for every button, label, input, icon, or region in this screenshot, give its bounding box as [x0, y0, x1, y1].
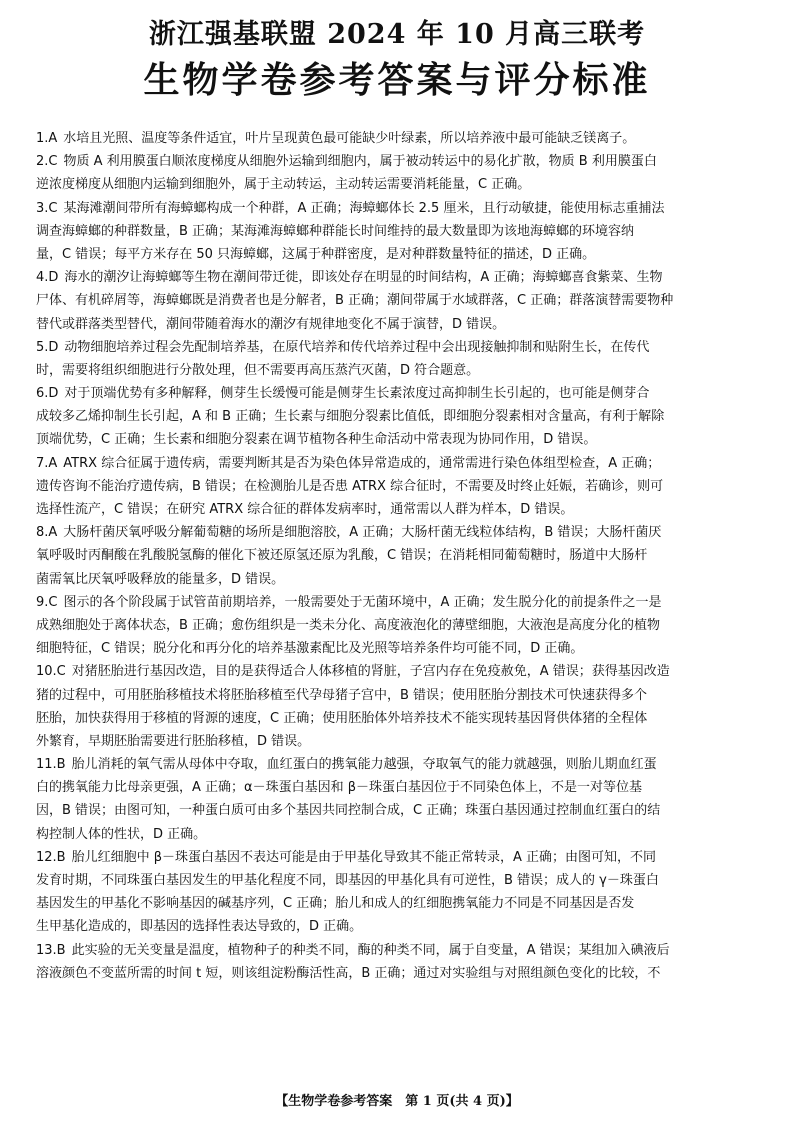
answer-line: 成较多乙烯抑制生长引起，A 和 B 正确；生长素与细胞分裂素比值低，即细胞分裂素相对含量高，有利于解除 [36, 409, 665, 425]
answer-number: 1.A [36, 131, 58, 146]
answer-line: 构控制人体的性状，D 正确。 [36, 826, 207, 842]
answer-line: 菌需氧比厌氧呼吸释放的能量多，D 错误。 [36, 571, 285, 587]
answer-item [36, 127, 758, 150]
answer-first-line [36, 266, 758, 289]
answer-line: 因，B 错误；由图可知，一种蛋白质可由多个基因共同控制合成，C 正确；珠蛋白基因通过控制血红蛋白的结 [36, 803, 661, 819]
answer-text: 海水的潮汐让海蟑螂等生物在潮间带迁徙，即该处存在明显的时间结构，A 正确；海蟑螂喜食紫菜、生物 [64, 270, 663, 286]
answer-text: 水培且光照、温度等条件适宜，叶片呈现黄色最可能缺少叶绿素，所以培养液中最可能缺乏镁离子。 [63, 131, 636, 146]
answer-first-line [36, 939, 758, 962]
answer-text: 对于顶端优势有多种解释，侧芽生长缓慢可能是侧芽生长素浓度过高抑制生长引起的，也可能是侧芽合 [64, 386, 650, 402]
answer-line: 基因发生的甲基化不影响基因的碱基序列，C 正确；胎儿和成人的红细胞携氧能力不同是不同基因是否发 [36, 896, 635, 912]
answer-item [36, 150, 758, 196]
answer-first-line [36, 336, 758, 359]
answer-line: 发育时期，不同珠蛋白基因发生的甲基化程度不同，即基因的甲基化具有可逆性，B 错误；成人的 γ－珠蛋白 [36, 873, 659, 888]
answer-number: 13.B [36, 942, 66, 958]
answer-item [36, 753, 758, 846]
answer-number: 8.A [36, 525, 58, 541]
answer-number: 2.C [36, 154, 58, 170]
answer-item [36, 382, 758, 452]
answer-text: 胎儿消耗的氧气需从母体中夺取，血红蛋白的携氧能力越强，夺取氧气的能力就越强，则胎儿期血红蛋 [71, 757, 657, 773]
answer-line: 尸体、有机碎屑等，海蟑螂既是消费者也是分解者，B 正确；潮间带属于水域群落，C 正确；群落演替需要物种 [36, 293, 674, 309]
answer-line: 细胞特征，C 错误；脱分化和再分化的培养基激素配比及光照等培养条件均可能不同，D 正确。 [36, 641, 584, 657]
answer-item [36, 452, 758, 522]
answer-first-line [36, 150, 758, 173]
answer-number: 3.C [36, 200, 58, 216]
answer-text: 图示的各个阶段属于试管苗前期培养，一般需要处于无菌环境中，A 正确；发生脱分化的前提条件之一是 [63, 594, 662, 610]
answer-text: 胎儿红细胞中 β－珠蛋白基因不表达可能是由于甲基化导致其不能正常转录，A 正确；由图可知，不同 [71, 849, 657, 865]
answer-line: 量，C 错误；每平方米存在 50 只海蟑螂，这属于种群密度，是对种群数量特征的描述，D 正确。 [36, 246, 596, 262]
answer-first-line [36, 382, 758, 405]
answer-text: 大肠杆菌厌氧呼吸分解葡萄糖的场所是细胞溶胶，A 正确；大肠杆菌无线粒体结构，B 错误；大肠杆菌厌 [63, 525, 662, 541]
answer-line: 溶液颜色不变蓝所需的时间 t 短，则该组淀粉酶活性高，B 正确；通过对实验组与对照组颜色变化的比较，不 [36, 965, 661, 981]
answer-line: 胚胎，加快获得用于移植的肾源的速度，C 正确；使用胚胎体外培养技术不能实现转基因肾供体猪的全程体 [36, 710, 648, 726]
answer-first-line [36, 127, 758, 150]
answer-item [36, 336, 758, 382]
answer-first-line [36, 452, 758, 475]
answer-text: ATRX 综合征属于遗传病，需要判断其是否为染色体异常造成的，通常需进行染色体组型检查，A 正确； [63, 455, 661, 471]
answer-number: 9.C [36, 594, 58, 610]
answer-first-line [36, 591, 758, 614]
answer-number: 11.B [36, 757, 66, 773]
answer-number: 6.D [36, 386, 59, 402]
answer-first-line [36, 753, 758, 776]
answer-text: 动物细胞培养过程会先配制培养基，在原代培养和传代培养过程中会出现接触抑制和贴附生长，在传代 [64, 339, 650, 355]
document-title: 生物学卷参考答案与评分标准 [143, 60, 651, 101]
answer-item [36, 266, 758, 336]
answer-line: 成熟细胞处于离体状态，B 正确；愈伤组织是一类未分化、高度液泡化的薄壁细胞，大液泡是高度分化的植物 [36, 617, 661, 633]
answer-item [36, 521, 758, 591]
answer-line: 替代或群落类型替代，潮间带随着海水的潮汐有规律地变化不属于演替，D 错误。 [36, 316, 506, 332]
page-footer: 【生物学卷参考答案 第 1 页(共 4 页)】 [275, 1094, 519, 1109]
answer-number: 7.A [36, 455, 58, 471]
answer-item [36, 939, 758, 985]
answer-item [36, 197, 758, 267]
answer-number: 4.D [36, 270, 59, 286]
answer-list [36, 127, 758, 985]
answer-number: 12.B [36, 849, 66, 865]
answer-line: 氧呼吸时丙酮酸在乳酸脱氢酶的催化下被还原氢还原为乳酸，C 错误；在消耗相同葡萄糖时，肠道中大肠杆 [36, 548, 648, 564]
answer-line: 生甲基化造成的，即基因的选择性表达导致的，D 正确。 [36, 919, 363, 935]
answer-line: 顶端优势，C 正确；生长素和细胞分裂素在调节植物各种生命活动中常表现为协同作用，D 错误。 [36, 432, 597, 448]
answer-first-line [36, 660, 758, 683]
answer-line: 外繁育，早期胚胎需要进行胚胎移植，D 错误。 [36, 733, 311, 749]
answer-item [36, 591, 758, 661]
answer-item [36, 846, 758, 939]
exam-title: 浙江强基联盟 2024 年 10 月高三联考 [148, 19, 646, 50]
answer-line: 猪的过程中，可用胚胎移植技术将胚胎移植至代孕母猪子宫中，B 错误；使用胚胎分割技术可快速获得多个 [36, 687, 648, 703]
answer-number: 10.C [36, 664, 66, 680]
answer-number: 5.D [36, 339, 59, 355]
answer-first-line [36, 846, 758, 869]
answer-item [36, 660, 758, 753]
answer-text: 某海滩潮间带所有海蟑螂构成一个种群，A 正确；海蟑螂体长 2.5 厘米，且行动敏捷，能使用标志重捕法 [63, 200, 665, 216]
answer-text: 此实验的无关变量是温度，植物种子的种类不同，酶的种类不同，属于自变量，A 错误；某组加入碘液后 [71, 942, 670, 958]
answer-line: 选择性流产，C 错误；在研究 ATRX 综合征的群体发病率时，通常需以人群为样本，D 错误。 [36, 502, 574, 517]
answer-first-line [36, 197, 758, 220]
answer-text: 对猪胚胎进行基因改造，目的是获得适合人体移植的肾脏，子宫内存在免疫赦免，A 错误；获得基因改造 [71, 664, 670, 680]
answer-line: 逆浓度梯度从细胞内运输到细胞外，属于主动转运，主动转运需要消耗能量，C 正确。 [36, 177, 531, 193]
answer-line: 调查海蟑螂的种群数量，B 正确；某海滩海蟑螂种群能长时间维持的最大数量即为该地海蟑螂的环境容纳 [36, 223, 635, 239]
answer-line: 时，需要将组织细胞进行分散处理，但不需要再高压蒸汽灭菌，D 符合题意。 [36, 362, 480, 378]
answer-first-line [36, 521, 758, 544]
answer-text: 物质 A 利用膜蛋白顺浓度梯度从细胞外运输到细胞内，属于被动转运中的易化扩散，物质 B 利用膜蛋白 [63, 154, 657, 170]
answer-line: 遗传咨询不能治疗遗传病，B 错误；在检测胎儿是否患 ATRX 综合征时，不需要及时终止妊娠，若确诊，则可 [36, 478, 664, 494]
answer-line: 白的携氧能力比母亲更强，A 正确；α－珠蛋白基因和 β－珠蛋白基因位于不同染色体上，不是一对等位基 [36, 780, 643, 796]
